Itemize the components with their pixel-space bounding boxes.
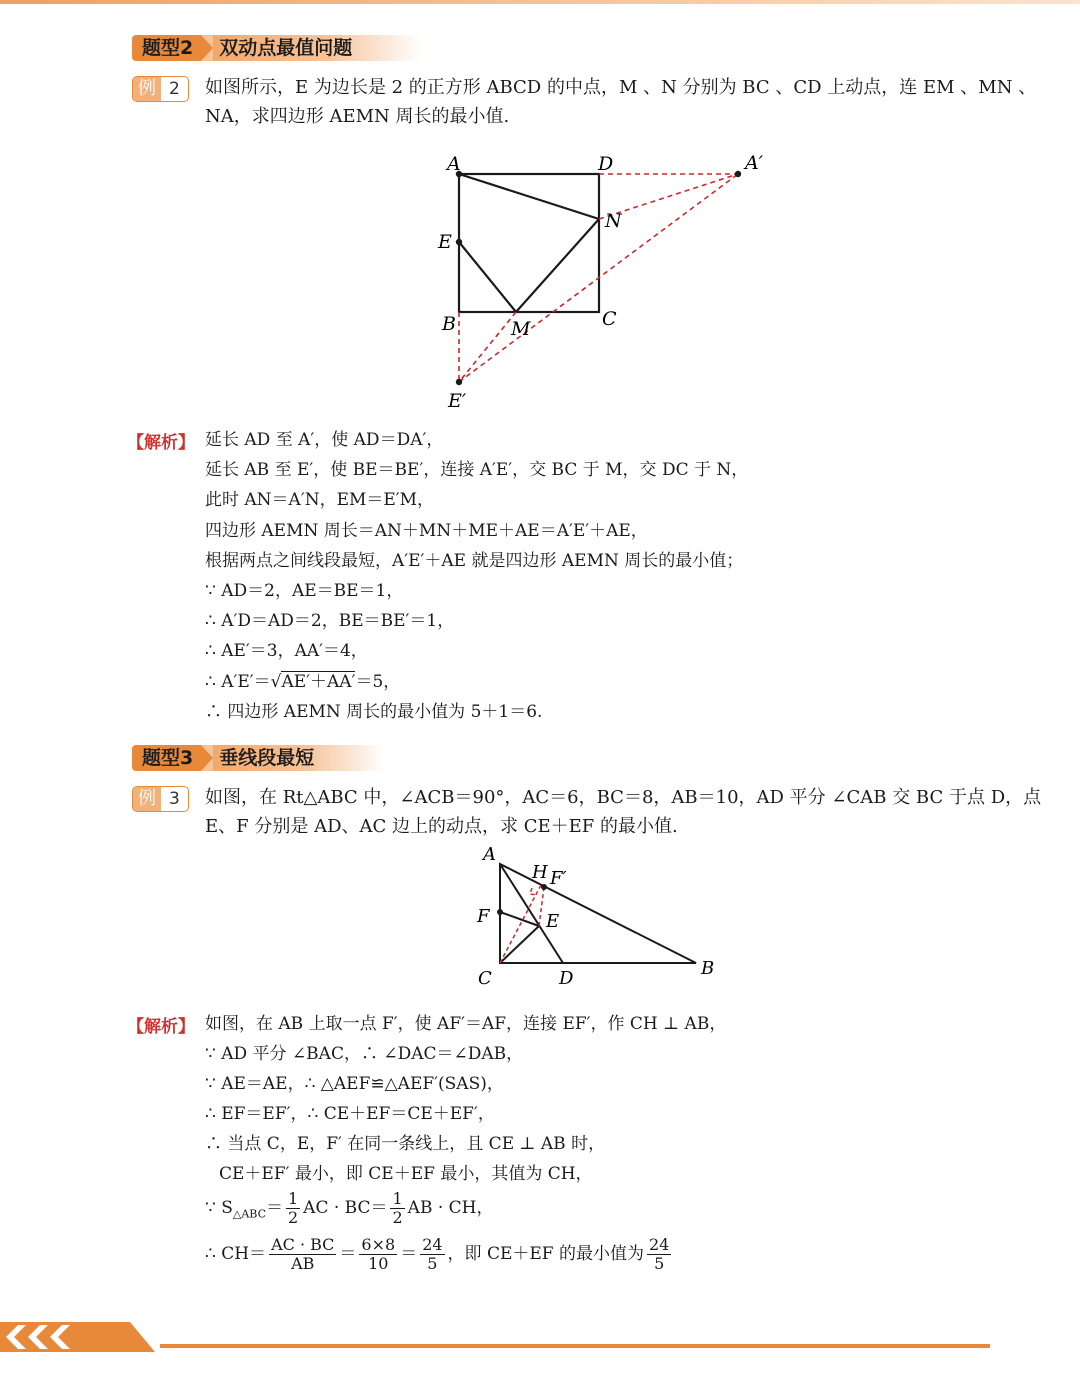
area-subscript: △ABC	[232, 1207, 266, 1221]
problem-line: NA，求四边形 AEMN 周长的最小值.	[205, 106, 510, 127]
fraction-numerator: AC · BC	[271, 1235, 335, 1254]
label-a-prime: A′	[745, 152, 764, 174]
equals-sign: ＝	[265, 1198, 283, 1218]
label-c: C	[478, 968, 492, 989]
arrow-icon	[201, 35, 213, 61]
solution-label: 【解析】	[127, 433, 195, 453]
sqrt-sign: √	[270, 672, 282, 692]
section-tag: 题型3	[132, 745, 201, 771]
fraction-numerator: 24	[422, 1235, 443, 1254]
section-heading-2	[132, 35, 422, 61]
fraction-24-over-5	[420, 1236, 444, 1273]
point-f-prime	[541, 884, 547, 890]
equals-sign: ＝	[400, 1244, 418, 1264]
equals-sign: ＝	[339, 1244, 357, 1264]
point-e-prime	[456, 379, 462, 385]
fraction-numerator: 24	[648, 1235, 670, 1254]
fraction-half	[390, 1190, 404, 1227]
problem-line: 如图，在 Rt△ABC 中，∠ACB＝90°，AC＝6，BC＝8，AB＝10，AD 平分 ∠CAB 交 BC 于点 D，点	[205, 787, 1042, 808]
solution-label: 【解析】	[127, 1017, 195, 1037]
label-b: B	[701, 958, 715, 979]
example-badge-2	[132, 76, 189, 102]
fraction-numerator: 1	[287, 1189, 299, 1208]
sqrt-suffix: ＝5，	[355, 672, 401, 692]
segment-mn	[516, 219, 599, 312]
point-a-prime	[735, 171, 741, 177]
example-number: 3	[169, 789, 180, 809]
solution-line: ∴ AE′＝3，AA′＝4，	[205, 641, 368, 661]
footer-decoration	[0, 1322, 1080, 1352]
section-title: 双动点最值问题	[213, 35, 422, 61]
label-f: F	[477, 906, 490, 927]
example2-text	[205, 73, 1037, 131]
solution-line: 此时 AN＝A′N，EM＝E′M，	[205, 490, 435, 510]
fraction-48-over-10	[359, 1236, 397, 1273]
solution-line: ∴ 当点 C，E，F′ 在同一条线上，且 CE ⊥ AB 时，	[205, 1134, 606, 1154]
fraction-ac-bc-over-ab	[269, 1236, 336, 1273]
segment-fe	[500, 912, 539, 926]
area-mid: AC · BC＝	[303, 1198, 388, 1218]
ch-formula-line	[205, 1236, 674, 1273]
triangle-geometry-figure	[470, 842, 730, 992]
example-number: 2	[169, 79, 180, 99]
fraction-answer	[647, 1236, 671, 1273]
label-d: D	[598, 153, 614, 175]
problem-line: E、F 分别是 AD、AC 边上的动点，求 CE＋EF 的最小值.	[205, 816, 678, 837]
segment-ce	[500, 926, 539, 963]
label-n: N	[605, 210, 622, 232]
solution-line: CE＋EF′ 最小，即 CE＋EF 最小，其值为 CH，	[219, 1164, 593, 1184]
section-title: 垂线段最短	[213, 745, 384, 771]
label-a: A	[447, 153, 461, 175]
label-d: D	[559, 968, 574, 989]
solution-line: 延长 AD 至 A′，使 AD＝DA′，	[205, 430, 444, 450]
fraction-denominator: AB	[291, 1254, 315, 1273]
solution-line-sqrt	[205, 667, 400, 697]
example-label: 例	[133, 77, 161, 101]
fraction-denominator: 5	[654, 1254, 665, 1273]
fraction-denominator: 2	[287, 1208, 299, 1227]
section-tag: 题型2	[132, 35, 201, 61]
label-a: A	[483, 844, 496, 865]
solution-line: ∴ A′D＝AD＝2，BE＝BE′＝1，	[205, 611, 455, 631]
label-h: H	[532, 862, 548, 883]
point-e	[456, 239, 462, 245]
sqrt-prefix: ∴ A′E′＝	[205, 672, 271, 692]
fraction-denominator: 5	[427, 1254, 438, 1273]
label-e: E	[438, 231, 452, 253]
point-f	[497, 909, 503, 915]
example3-text	[205, 783, 1042, 841]
label-c: C	[602, 308, 617, 330]
solution-line: ∵ AE＝AE，∴ △AEF≌△AEF′(SAS)，	[205, 1074, 504, 1094]
problem-line: 如图所示，E 为边长是 2 的正方形 ABCD 的中点，M 、N 分别为 BC 、CD 上动点，连 EM 、MN 、	[205, 77, 1037, 98]
label-b: B	[442, 313, 456, 335]
fraction-half	[286, 1190, 300, 1227]
example-badge-3	[132, 786, 189, 812]
area-end: AB · CH，	[407, 1198, 494, 1218]
segment-an	[459, 174, 599, 219]
solution-line: 如图，在 AB 上取一点 F′，使 AF′＝AF，连接 EF′，作 CH ⊥ AB，	[205, 1014, 727, 1034]
area-formula-line	[205, 1190, 494, 1229]
segment-em	[459, 242, 516, 312]
label-e-prime: E′	[448, 390, 467, 412]
solution-line: ∵ AD 平分 ∠BAC，∴ ∠DAC＝∠DAB，	[205, 1044, 524, 1064]
triangle-abc	[500, 864, 696, 963]
sqrt-body: AE′＋AA′	[281, 672, 356, 692]
solution-line: ∴ 四边形 AEMN 周长的最小值为 5＋1＝6.	[205, 702, 543, 722]
solution-line: 延长 AB 至 E′，使 BE＝BE′，连接 A′E′，交 BC 于 M，交 DC 于 N，	[205, 460, 749, 480]
dashed-ef-prime	[539, 887, 544, 926]
ch-mid-text: ，即 CE＋EF 的最小值为	[447, 1244, 644, 1264]
solution-line: ∴ EF＝EF′，∴ CE＋EF＝CE＋EF′，	[205, 1104, 495, 1124]
arrow-icon	[201, 745, 213, 771]
top-accent-bar	[0, 0, 1080, 4]
ch-prefix: ∴ CH＝	[205, 1244, 267, 1264]
footer-rule	[160, 1344, 990, 1348]
label-m: M	[511, 318, 531, 340]
fraction-numerator: 6×8	[361, 1235, 396, 1254]
area-prefix: ∵ S	[205, 1198, 233, 1218]
section-heading-3	[132, 745, 384, 771]
fraction-numerator: 1	[392, 1189, 403, 1208]
dashed-me	[459, 312, 516, 382]
fraction-denominator: 2	[392, 1208, 403, 1227]
solution-line: ∵ AD＝2，AE＝BE＝1，	[205, 581, 404, 601]
label-f-prime: F′	[550, 868, 567, 889]
square-geometry-figure	[420, 145, 790, 420]
example-label: 例	[133, 787, 161, 811]
fraction-denominator: 10	[368, 1254, 389, 1273]
label-e: E	[546, 911, 560, 932]
solution-line: 根据两点之间线段最短，A′E′＋AE 就是四边形 AEMN 周长的最小值；	[205, 551, 744, 571]
solution-line: 四边形 AEMN 周长＝AN＋MN＋ME＋AE＝A′E′＋AE，	[205, 521, 648, 541]
